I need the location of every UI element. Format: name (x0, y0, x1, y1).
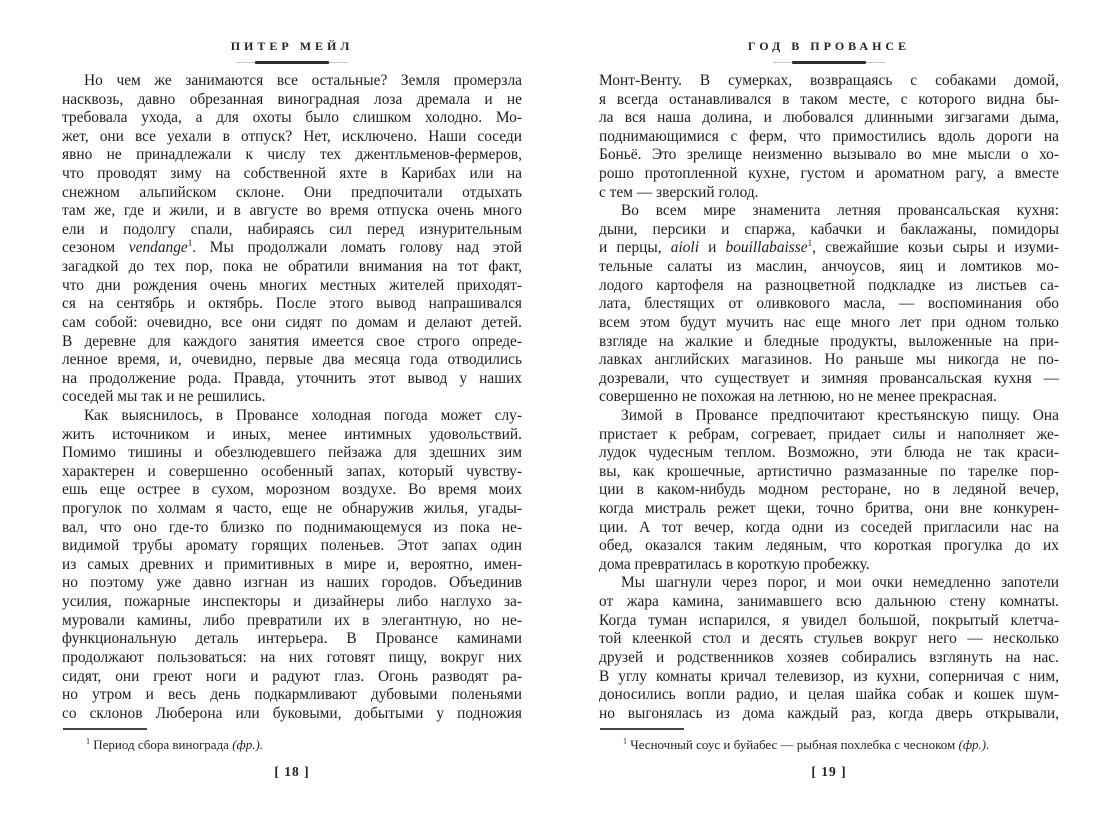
text-line: и перцы, aioli и bouillabaisse$^1$, свежайшие козьи сыры и изуми- (599, 238, 1059, 257)
running-header-title: ГОД В ПРОВАНСЕ (747, 39, 911, 53)
text-line: Когда туман испарился, я увидел большой, покрытый клетча- (599, 611, 1059, 629)
text-line: той клеенкой стол и десять стульев вокруг него — несколько (599, 630, 1059, 648)
text-line: рошо протопленной кухне, густом и ароматном рагу, а вместе (599, 165, 1059, 183)
page-body-text (599, 72, 1059, 723)
running-header-left (62, 39, 522, 64)
text-line: ции. А тот вечер, когда одни из соседей пригласили нас на (599, 518, 1059, 536)
text-line: но поэтому уже давно изгнан из наших городов. Объединив (62, 574, 522, 592)
text-line: совершенно не похожая на летнюю, но не менее прекрасная. (599, 388, 997, 406)
text-line: требовала ухода, а для охоты было слишком холодно. Мо- (62, 109, 522, 127)
text-line: Мы шагнули через порог, и мои очки немедленно запотели (621, 574, 1059, 592)
text-line: В углу комнаты кричал телевизор, из кухни, соперничая с ним, (599, 667, 1059, 685)
text-line: загадкой до тех пор, пока не обратили внимания на тот факт, (62, 258, 522, 276)
page-left (62, 0, 522, 825)
ornament-thick-rule (255, 61, 329, 64)
text-line: что проводят зиму на собственной яхте в Карибах или на (62, 165, 522, 183)
text-line: я всегда останавливался в таком месте, с которого видна бы- (599, 90, 1059, 108)
text-line: поднимающимися с ферм, что примостились вдоль дороги на (599, 127, 1059, 145)
text-line: всем этом будут мучить нас еще много лет при одном только (599, 313, 1059, 331)
text-line: сидят, они греют ноги и радуют глаз. Огонь разводят ра- (62, 667, 522, 685)
text-line: функциональную деталь интерьера. В Провансе каминами (62, 630, 522, 648)
text-line: обед, оказался таким ледяным, что короткая прогулка до их (599, 537, 1059, 555)
text-line: Помимо тишины и обезлюдевшего пейзажа для здешних зим (62, 444, 522, 462)
text-line: взгляде на жалкие и бледные продукты, выложенные на при- (599, 332, 1059, 350)
page-right (599, 0, 1059, 825)
text-line: Боньё. Это зрелище неизменно вызывало во мне мысли о хо- (599, 146, 1059, 164)
text-line: Монт-Венту. В сумерках, возвращаясь с собаками домой, (599, 72, 1059, 89)
text-line: со склонов Люберона или буковыми, добытыми у подножия (62, 704, 522, 722)
text-line: доносились вопли радио, и целая шайка собак и кошек шум- (599, 686, 1059, 704)
text-line: видимой трубы аромату горящих поленьев. Этот запах один (62, 537, 522, 555)
text-line: тельные салаты из маслин, анчоусов, яиц и ломтиков мо- (599, 258, 1059, 276)
text-line: на продолжение рода. Правда, уточнить этот вывод у наших (62, 369, 522, 387)
text-line: лавках английских магазинов. Но раньше мы никогда не по- (599, 351, 1059, 369)
text-line: ции в каком-нибудь модном ресторане, но в ледяной вечер, (599, 481, 1059, 499)
text-line: из самых древних и примитивных в мире и, вероятно, имен- (62, 555, 522, 573)
text-line: дозревали, что существует и зимняя провансальская кухня — (599, 369, 1059, 387)
header-ornament-line (773, 61, 885, 64)
text-line: ели и подолгу спали, набираясь сил перед изнурительным (62, 220, 522, 238)
text-line: дома превратилась в короткую пробежку. (599, 555, 870, 573)
text-line: когда мистраль режет щеки, точно бритва, они вне конкурен- (599, 500, 1059, 518)
text-line: дыни, персики и спаржа, кабачки и баклажаны, помидоры (599, 220, 1059, 238)
page-number: [ 19 ] (811, 764, 847, 779)
text-line: сезоном vendange$^1$. Мы продолжали ломать голову над этой (62, 238, 522, 257)
running-header-right (599, 39, 1059, 64)
text-line: лудок чудесным теплом. Возможно, эти блюда не так краси- (599, 444, 1059, 462)
text-line: лата, блестящих от оливкового масла, — воспоминания обо (599, 295, 1059, 313)
text-line: лодого картофеля на разноцветной подкладке из листьев са- (599, 276, 1059, 294)
text-line: ешь еще острее в сухом, морозном воздухе. Во время моих (62, 481, 522, 499)
text-line: ла вся наша долина, и любовался длинными зигзагами дыма, (599, 109, 1059, 127)
text-line: муровали камины, либо превратили их в элегантную, но не- (62, 611, 522, 629)
text-line: ленное время, и, очевидно, первые два месяца года отводились (62, 351, 522, 369)
text-line: с тем — зверский голод. (599, 183, 759, 201)
text-line: усилия, пожарные инспекторы и дизайнеры либо наглухо за- (62, 593, 522, 611)
text-line: Но чем же занимаются все остальные? Земля промерзла (84, 72, 522, 89)
footnote-separator-rule (63, 728, 147, 730)
footnote: $^1$ Период сбора винограда (фр.). (86, 736, 264, 752)
text-line: продолжают пользоваться: на них готовят пищу, вокруг них (62, 648, 522, 666)
text-line: но выгонялась из дома каждый раз, когда дверь открывали, (599, 704, 1059, 722)
running-header-title: ПИТЕР МЕЙЛ (230, 39, 354, 53)
text-line: явно не принадлежали к числу тех джентльменов-фермеров, (62, 146, 522, 164)
text-line: соседей мы так и не решились. (62, 388, 266, 406)
text-line: насквозь, давно обрезанная виноградная лоза дремала и не (62, 90, 522, 108)
text-line: В деревне для каждого занятия имеется свое строго опреде- (62, 332, 522, 350)
footnote: $^1$ Чесночный соус и буйабес — рыбная похлебка с чесноком (фр.). (623, 736, 990, 752)
text-line: характерен и совершенно особенный запах, который чувству- (62, 462, 522, 480)
text-line: снежном альпийском склоне. Они предпочитали отдыхать (62, 183, 522, 201)
text-line: прогулок по холмам я часто, еще не обнаружив жилья, угады- (62, 500, 522, 518)
text-line: Как выяснилось, в Провансе холодная погода может слу- (84, 406, 522, 424)
text-line: друзей и родственников хозяев собирались взглянуть на нас. (599, 648, 1059, 666)
text-line: что дни рождения очень многих местных жителей приходят- (62, 276, 522, 294)
page-number: [ 18 ] (274, 764, 310, 779)
text-line: жить источником и иных, менее интимных удовольствий. (62, 425, 522, 443)
page-body-text (62, 72, 522, 723)
text-line: вы, как крошечные, артистично размазанные по тарелке пор- (599, 462, 1059, 480)
text-line: Во всем мире знаменита летняя провансальская кухня: (621, 202, 1059, 220)
text-line: сам собой: очевидно, все они сидят по домам и делают детей. (62, 313, 522, 331)
text-line: но утром и весь день подкармливают дубовыми поленьями (62, 686, 522, 704)
text-line: пристает к ребрам, согревает, придает силы и наполняет же- (599, 425, 1059, 443)
text-line: жет, они все уехали в отпуск? Нет, исключено. Наши соседи (62, 127, 522, 145)
text-line: там же, где и жили, и в августе во время отпуска очень много (62, 202, 522, 220)
footnote-separator-rule (600, 728, 684, 730)
header-ornament-line (236, 61, 348, 64)
ornament-thick-rule (792, 61, 866, 64)
text-line: вал, что оно где-то близко по поднимающемуся из пока не- (62, 518, 522, 536)
text-line: ся на сентябрь и октябрь. После этого вывод напрашивался (62, 295, 522, 313)
text-line: от жара камина, занимавшего всю дальнюю стену комнаты. (599, 593, 1059, 611)
text-line: Зимой в Провансе предпочитают крестьянскую пищу. Она (621, 406, 1059, 424)
